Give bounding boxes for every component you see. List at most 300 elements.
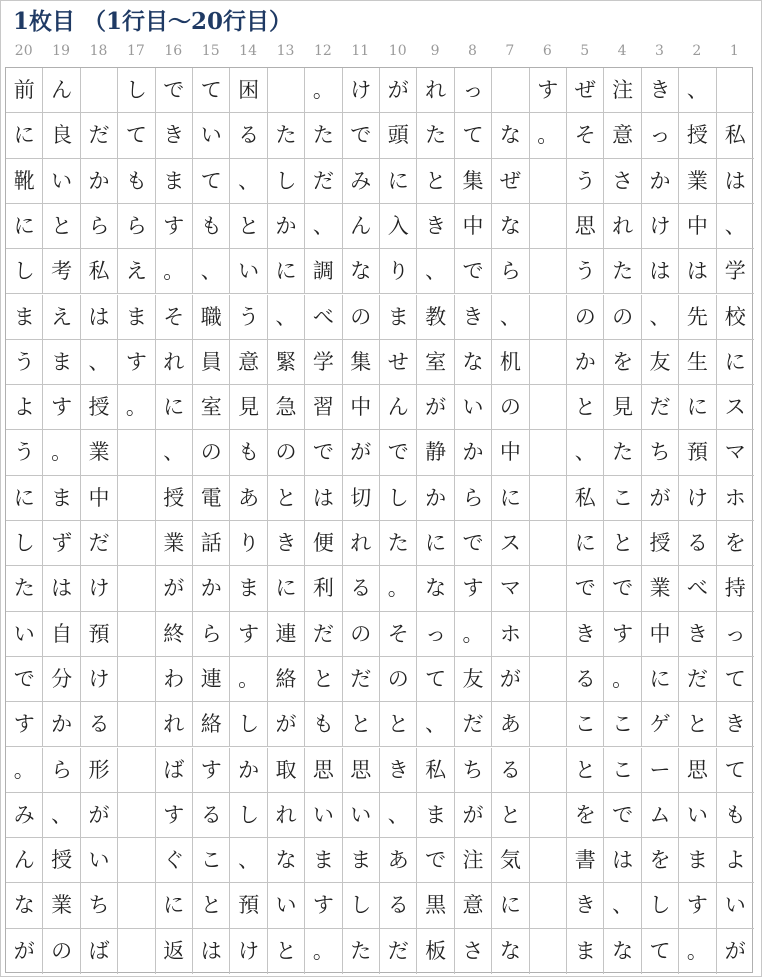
grid-cell: い	[717, 883, 754, 928]
grid-cell: も	[230, 430, 267, 475]
grid-cell: 困	[230, 68, 267, 113]
grid-cell: に	[6, 204, 43, 249]
grid-cell: 連	[268, 612, 305, 657]
column-number: 12	[313, 43, 332, 59]
grid-cell: 集	[343, 340, 380, 385]
grid-cell: い	[193, 113, 230, 158]
grid-cell: 急	[268, 385, 305, 430]
grid-cell: に	[156, 385, 193, 430]
grid-cell: み	[343, 159, 380, 204]
grid-cell: 友	[455, 657, 492, 702]
grid-cell	[118, 430, 155, 475]
grid-cell: に	[492, 476, 529, 521]
grid-cell: も	[717, 793, 754, 838]
grid-cell	[118, 521, 155, 566]
grid-cell: ホ	[492, 612, 529, 657]
grid-cell: が	[417, 385, 454, 430]
grid-cell: 習	[305, 385, 342, 430]
grid-cell: 前	[6, 68, 43, 113]
grid-cell: が	[268, 702, 305, 747]
grid-cell: だ	[305, 159, 342, 204]
grid-cell: の	[492, 385, 529, 430]
grid-cell: れ	[268, 793, 305, 838]
grid-cell: と	[230, 204, 267, 249]
grid-cell: 。	[305, 929, 342, 974]
grid-cell: と	[193, 883, 230, 928]
grid-cell: 中	[343, 385, 380, 430]
grid-cell: る	[679, 521, 716, 566]
grid-cell: す	[604, 612, 641, 657]
grid-cell: す	[118, 340, 155, 385]
grid-cell: ま	[343, 838, 380, 883]
grid-cell: 注	[455, 838, 492, 883]
grid-cell: い	[268, 883, 305, 928]
grid-cell: す	[156, 793, 193, 838]
grid-cell: だ	[81, 521, 118, 566]
grid-cell: 入	[380, 204, 417, 249]
grid-cell: な	[604, 929, 641, 974]
grid-cell: 話	[193, 521, 230, 566]
grid-cell: と	[268, 929, 305, 974]
page-title: 1枚目 （1行目〜20行目）	[13, 8, 293, 35]
grid-cell: こ	[604, 702, 641, 747]
grid-cell: と	[679, 702, 716, 747]
grid-cell: に	[380, 159, 417, 204]
grid-cell: 、	[43, 793, 80, 838]
grid-cell: と	[567, 748, 604, 793]
grid-cell: な	[492, 929, 529, 974]
grid-cell: う	[6, 340, 43, 385]
grid-cell: 、	[567, 430, 604, 475]
grid-cell: る	[230, 113, 267, 158]
grid-cell: 私	[717, 113, 754, 158]
grid-cell: 授	[81, 385, 118, 430]
grid-cell: 、	[156, 430, 193, 475]
grid-cell: ん	[343, 204, 380, 249]
grid-cell: ま	[156, 159, 193, 204]
grid-cell: 職	[193, 295, 230, 340]
grid-cell: し	[268, 159, 305, 204]
grid-cell	[118, 476, 155, 521]
grid-cell: き	[380, 748, 417, 793]
grid-cell: ず	[43, 521, 80, 566]
grid-cell: 、	[642, 295, 679, 340]
grid-cell: っ	[417, 612, 454, 657]
grid-cell: か	[193, 566, 230, 611]
grid-cell: て	[642, 929, 679, 974]
grid-cell: ま	[6, 295, 43, 340]
grid-cell: 見	[230, 385, 267, 430]
grid-cell: と	[343, 702, 380, 747]
grid-cell: る	[567, 657, 604, 702]
grid-cell: え	[43, 295, 80, 340]
grid-cell: し	[230, 702, 267, 747]
grid-cell: 私	[417, 748, 454, 793]
grid-cell: ま	[380, 295, 417, 340]
grid-cell: 預	[81, 612, 118, 657]
grid-cell: さ	[455, 929, 492, 974]
grid-cell: た	[417, 113, 454, 158]
grid-cell: こ	[604, 476, 641, 521]
grid-cell: 黒	[417, 883, 454, 928]
grid-cell: す	[230, 612, 267, 657]
grid-cell: 授	[43, 838, 80, 883]
column-number: 3	[655, 43, 664, 59]
grid-cell	[530, 249, 567, 294]
grid-cell: は	[642, 249, 679, 294]
grid-cell: だ	[642, 385, 679, 430]
grid-cell: 業	[81, 430, 118, 475]
grid-cell: 終	[156, 612, 193, 657]
grid-cell: す	[530, 68, 567, 113]
grid-cell: に	[567, 521, 604, 566]
grid-cell: に	[679, 385, 716, 430]
grid-cell: な	[417, 566, 454, 611]
grid-cell: ま	[305, 838, 342, 883]
grid-cell	[530, 204, 567, 249]
grid-cell: 。	[230, 657, 267, 702]
grid-cell: い	[343, 793, 380, 838]
grid-cell: ぐ	[156, 838, 193, 883]
grid-cell: 生	[679, 340, 716, 385]
grid-cell: き	[567, 883, 604, 928]
grid-cell: 電	[193, 476, 230, 521]
grid-cell: 、	[492, 295, 529, 340]
grid-cell: け	[343, 68, 380, 113]
grid-cell: 考	[43, 249, 80, 294]
grid-cell	[530, 657, 567, 702]
grid-cell: 良	[43, 113, 80, 158]
grid-cell: た	[604, 249, 641, 294]
grid-cell: 。	[679, 929, 716, 974]
grid-cell: 思	[343, 748, 380, 793]
grid-cell: け	[81, 657, 118, 702]
grid-cell: 。	[6, 748, 43, 793]
grid-cell: が	[81, 793, 118, 838]
grid-cell: し	[6, 521, 43, 566]
grid-cell: す	[193, 748, 230, 793]
grid-cell: の	[567, 295, 604, 340]
grid-cell: と	[268, 476, 305, 521]
grid-cell	[268, 68, 305, 113]
grid-cell	[118, 702, 155, 747]
grid-cell: し	[230, 793, 267, 838]
grid-cell	[118, 748, 155, 793]
grid-cell: 、	[230, 838, 267, 883]
grid-cell: ら	[193, 612, 230, 657]
grid-cell: ら	[118, 204, 155, 249]
column-number: 6	[542, 43, 552, 59]
grid-cell: ホ	[717, 476, 754, 521]
grid-cell: き	[717, 702, 754, 747]
grid-cell: し	[343, 883, 380, 928]
grid-cell: か	[230, 748, 267, 793]
grid-cell: ん	[6, 838, 43, 883]
grid-cell	[118, 929, 155, 974]
grid-cell: 、	[193, 249, 230, 294]
column-number: 7	[505, 43, 515, 59]
grid-cell	[530, 612, 567, 657]
grid-cell: か	[268, 204, 305, 249]
grid-cell: ば	[81, 929, 118, 974]
grid-cell: は	[305, 476, 342, 521]
grid-cell: け	[679, 476, 716, 521]
grid-cell: し	[380, 476, 417, 521]
grid-cell: ち	[642, 430, 679, 475]
grid-cell: が	[156, 566, 193, 611]
grid-cell: ま	[230, 566, 267, 611]
grid-cell: っ	[455, 68, 492, 113]
grid-cell: い	[6, 612, 43, 657]
grid-cell: 意	[455, 883, 492, 928]
grid-cell: を	[567, 793, 604, 838]
grid-cell: 友	[642, 340, 679, 385]
grid-cell: き	[642, 68, 679, 113]
grid-cell: 思	[305, 748, 342, 793]
grid-cell: き	[268, 521, 305, 566]
grid-cell: 中	[642, 612, 679, 657]
grid-cell: に	[6, 113, 43, 158]
grid-cell: た	[6, 566, 43, 611]
grid-cell: で	[343, 113, 380, 158]
grid-cell: に	[268, 249, 305, 294]
grid-cell	[118, 793, 155, 838]
grid-cell	[118, 883, 155, 928]
grid-cell: い	[679, 793, 716, 838]
grid-cell: だ	[455, 702, 492, 747]
grid-cell: し	[6, 249, 43, 294]
grid-cell: マ	[492, 566, 529, 611]
grid-cell: 見	[604, 385, 641, 430]
grid-cell: よ	[717, 838, 754, 883]
grid-cell: ん	[43, 68, 80, 113]
grid-cell: ち	[81, 883, 118, 928]
grid-cell: 中	[81, 476, 118, 521]
grid-cell: 絡	[268, 657, 305, 702]
grid-cell: る	[492, 748, 529, 793]
grid-cell: で	[6, 657, 43, 702]
grid-cell: た	[380, 521, 417, 566]
grid-cell: な	[6, 883, 43, 928]
grid-cell: ら	[43, 748, 80, 793]
grid-cell: の	[604, 295, 641, 340]
grid-cell: 。	[455, 612, 492, 657]
grid-cell: の	[193, 430, 230, 475]
grid-cell: で	[156, 68, 193, 113]
grid-cell: 緊	[268, 340, 305, 385]
grid-cell	[530, 159, 567, 204]
grid-cell: 持	[717, 566, 754, 611]
grid-cell: 。	[118, 385, 155, 430]
grid-cell: が	[343, 430, 380, 475]
grid-cell: れ	[343, 521, 380, 566]
grid-cell: 中	[679, 204, 716, 249]
grid-cell: 集	[455, 159, 492, 204]
grid-cell	[530, 521, 567, 566]
grid-cell: と	[380, 702, 417, 747]
grid-cell: 私	[81, 249, 118, 294]
grid-cell: な	[455, 340, 492, 385]
grid-cell: る	[193, 793, 230, 838]
grid-cell	[530, 748, 567, 793]
grid-cell: 員	[193, 340, 230, 385]
grid-cell: の	[268, 430, 305, 475]
grid-cell: ス	[717, 385, 754, 430]
grid-cell: に	[268, 566, 305, 611]
grid-cell: せ	[380, 340, 417, 385]
grid-cell: に	[6, 476, 43, 521]
grid-cell: 思	[679, 748, 716, 793]
grid-cell: 調	[305, 249, 342, 294]
grid-cell: 授	[156, 476, 193, 521]
grid-cell: 意	[604, 113, 641, 158]
grid-cell	[81, 68, 118, 113]
grid-cell: 、	[717, 204, 754, 249]
grid-cell: う	[6, 430, 43, 475]
column-number: 17	[126, 43, 145, 59]
grid-cell: 気	[492, 838, 529, 883]
grid-cell: こ	[604, 748, 641, 793]
grid-cell: る	[380, 883, 417, 928]
grid-cell: 絡	[193, 702, 230, 747]
grid-cell: す	[156, 204, 193, 249]
grid-cell: で	[417, 838, 454, 883]
grid-cell	[530, 340, 567, 385]
genkou-grid	[5, 67, 753, 973]
grid-cell: 返	[156, 929, 193, 974]
column-number: 8	[468, 43, 477, 59]
grid-cell: 授	[642, 521, 679, 566]
grid-cell: さ	[604, 159, 641, 204]
grid-cell: 便	[305, 521, 342, 566]
grid-cell: か	[642, 159, 679, 204]
grid-cell: り	[380, 249, 417, 294]
grid-cell: こ	[567, 702, 604, 747]
grid-cell: い	[455, 385, 492, 430]
grid-cell: が	[642, 476, 679, 521]
grid-cell: ま	[43, 340, 80, 385]
grid-cell: と	[567, 385, 604, 430]
grid-cell	[530, 476, 567, 521]
grid-cell: 。	[305, 68, 342, 113]
grid-cell: の	[380, 657, 417, 702]
grid-cell: 靴	[6, 159, 43, 204]
grid-cell: す	[6, 702, 43, 747]
grid-cell: て	[193, 159, 230, 204]
grid-cell: 預	[230, 883, 267, 928]
grid-cell: っ	[642, 113, 679, 158]
grid-cell: た	[604, 430, 641, 475]
grid-cell: ゲ	[642, 702, 679, 747]
grid-cell: 室	[193, 385, 230, 430]
grid-cell: か	[567, 340, 604, 385]
grid-cell: 、	[604, 883, 641, 928]
grid-cell: 。	[380, 566, 417, 611]
grid-cell: 中	[492, 430, 529, 475]
grid-cell: 、	[417, 249, 454, 294]
grid-cell: け	[642, 204, 679, 249]
grid-cell: ぜ	[567, 68, 604, 113]
grid-cell: 先	[679, 295, 716, 340]
grid-cell: て	[193, 68, 230, 113]
grid-cell: 預	[679, 430, 716, 475]
grid-cell: ば	[156, 748, 193, 793]
column-number: 1	[729, 43, 739, 59]
grid-cell: の	[43, 929, 80, 974]
grid-cell: な	[268, 838, 305, 883]
grid-cell: す	[43, 385, 80, 430]
grid-cell: が	[380, 68, 417, 113]
column-number: 13	[276, 43, 295, 59]
grid-cell: 静	[417, 430, 454, 475]
grid-cell: は	[193, 929, 230, 974]
grid-cell	[717, 68, 754, 113]
grid-cell	[530, 385, 567, 430]
grid-cell: だ	[679, 657, 716, 702]
grid-cell: 分	[43, 657, 80, 702]
grid-cell: 教	[417, 295, 454, 340]
grid-cell: の	[343, 295, 380, 340]
grid-cell: き	[156, 113, 193, 158]
grid-cell: 、	[679, 68, 716, 113]
grid-cell: で	[567, 566, 604, 611]
grid-cell: み	[6, 793, 43, 838]
grid-cell: て	[118, 113, 155, 158]
grid-cell	[530, 929, 567, 974]
column-number: 2	[692, 43, 702, 59]
grid-cell	[118, 838, 155, 883]
grid-cell: 学	[717, 249, 754, 294]
grid-cell: 書	[567, 838, 604, 883]
grid-cell: ま	[679, 838, 716, 883]
grid-cell: る	[81, 702, 118, 747]
grid-cell: も	[305, 702, 342, 747]
grid-cell: 室	[417, 340, 454, 385]
grid-cell: 業	[679, 159, 716, 204]
grid-cell	[530, 702, 567, 747]
grid-cell: で	[380, 430, 417, 475]
grid-cell: は	[81, 295, 118, 340]
grid-cell: 、	[380, 793, 417, 838]
column-number: 10	[388, 43, 407, 59]
grid-cell: と	[417, 159, 454, 204]
column-number: 4	[617, 43, 627, 59]
grid-cell: で	[305, 430, 342, 475]
grid-cell: ん	[380, 385, 417, 430]
grid-cell: 頭	[380, 113, 417, 158]
grid-cell: と	[604, 521, 641, 566]
grid-cell: て	[717, 748, 754, 793]
grid-cell: そ	[567, 113, 604, 158]
grid-cell: す	[679, 883, 716, 928]
grid-cell: で	[604, 793, 641, 838]
grid-cell: 意	[230, 340, 267, 385]
grid-cell: べ	[679, 566, 716, 611]
grid-cell: ま	[567, 929, 604, 974]
grid-cell: に	[156, 883, 193, 928]
column-number: 20	[14, 43, 33, 59]
grid-cell: 。	[156, 249, 193, 294]
grid-cell: で	[604, 566, 641, 611]
grid-cell: 学	[305, 340, 342, 385]
grid-cell	[530, 793, 567, 838]
grid-cell: ら	[81, 204, 118, 249]
grid-cell: 業	[642, 566, 679, 611]
grid-cell: 利	[305, 566, 342, 611]
grid-cell: か	[455, 430, 492, 475]
grid-cell: わ	[156, 657, 193, 702]
grid-cell: ま	[43, 476, 80, 521]
